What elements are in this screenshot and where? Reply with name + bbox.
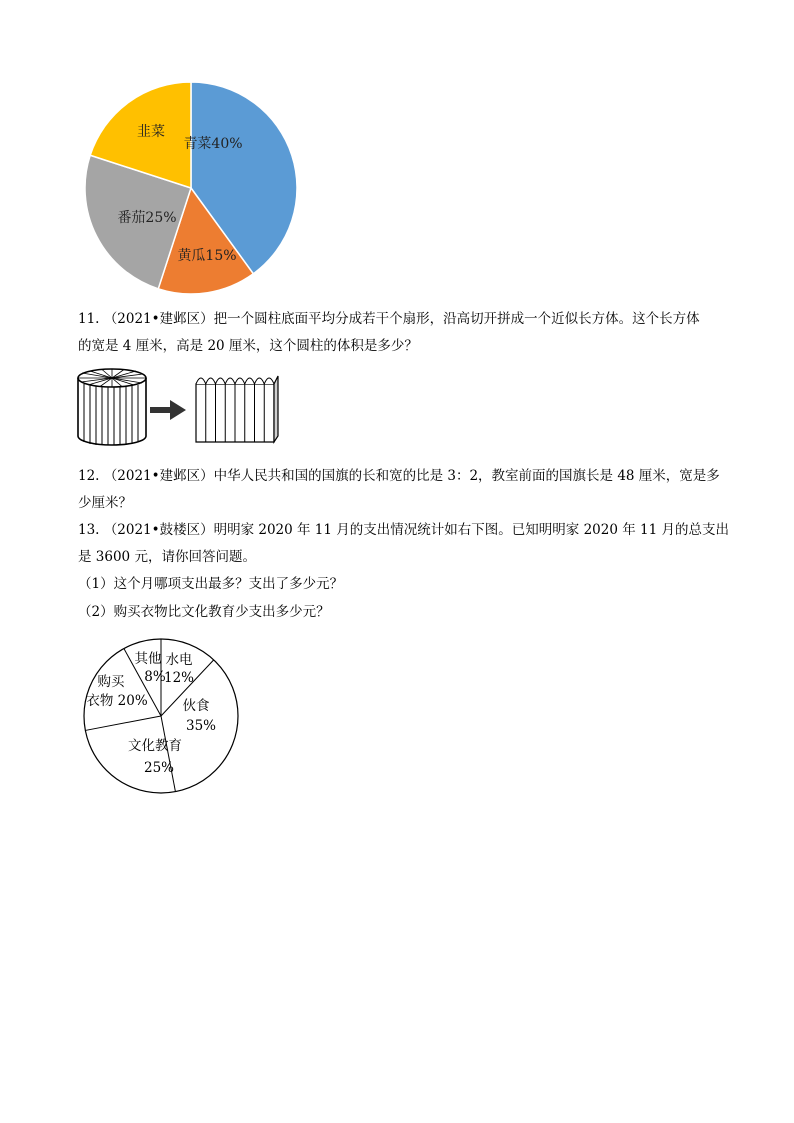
cuboid-wedge-cap [255,378,265,384]
cuboid-wedge-cap [225,378,235,384]
q13-sub1: （1）这个月哪项支出最多？支出了多少元？ [78,576,344,592]
cuboid [196,376,278,442]
cuboid-wedge-cap [264,378,274,384]
expense-slice-label-4-1: 8% [144,669,166,685]
q11-line1: 11. （2021•建邺区）把一个圆柱底面平均分成若干个扇形，沿高切开拼成一个近似长方体。这个长方体 [78,311,700,327]
cylinder-to-cuboid-figure [74,364,286,448]
q12-line1: 12. （2021•建邺区）中华人民共和国的国旗的长和宽的比是 3：2，教室前面的国旗长是 48 厘米，宽是多 [78,468,720,484]
pie-slice-label-3: 韭菜 [137,124,165,140]
cuboid-wedge-cap [245,378,255,384]
q13-sub2: （2）购买衣物比文化教育少支出多少元？ [78,604,330,620]
expense-pie-chart [78,636,244,796]
pie-slice-label-0: 青菜40% [183,136,243,152]
right-arrow-icon [150,400,186,420]
expense-slice-label-4-0: 其他 [134,651,162,667]
cuboid-wedge-cap [206,378,216,384]
cuboid-wedge-cap [216,378,226,384]
q11-line2: 的宽是 4 厘米，高是 20 厘米，这个圆柱的体积是多少？ [78,338,418,354]
expense-slice-label-2-0: 文化教育 [128,738,182,754]
pie-slice-label-2: 番茄25% [117,210,177,226]
expense-slice-label-3-0: 购买 [97,674,125,690]
expense-slice-label-0-1: 12% [163,670,195,686]
expense-slice-label-3-1: 衣物 20% [86,693,148,709]
q12-line2: 少厘米？ [78,495,132,511]
q13-line2: 是 3600 元，请你回答问题。 [78,549,256,565]
expense-slice-label-1-1: 35% [185,718,217,734]
vegetable-pie-chart [80,80,302,300]
cuboid-wedge-cap [235,378,245,384]
cylinder [78,369,146,445]
cuboid-wedge-cap [196,378,206,384]
pie-slice-label-1: 黄瓜15% [177,248,237,264]
expense-slice-label-2-1: 25% [143,760,175,776]
expense-slice-label-0-0: 水电 [165,652,193,668]
q13-line1: 13. （2021•鼓楼区）明明家 2020 年 11 月的支出情况统计如右下图。已知明明家 2020 年 11 月的总支出 [78,522,729,538]
expense-slice-label-1-0: 伙食 [182,698,210,714]
